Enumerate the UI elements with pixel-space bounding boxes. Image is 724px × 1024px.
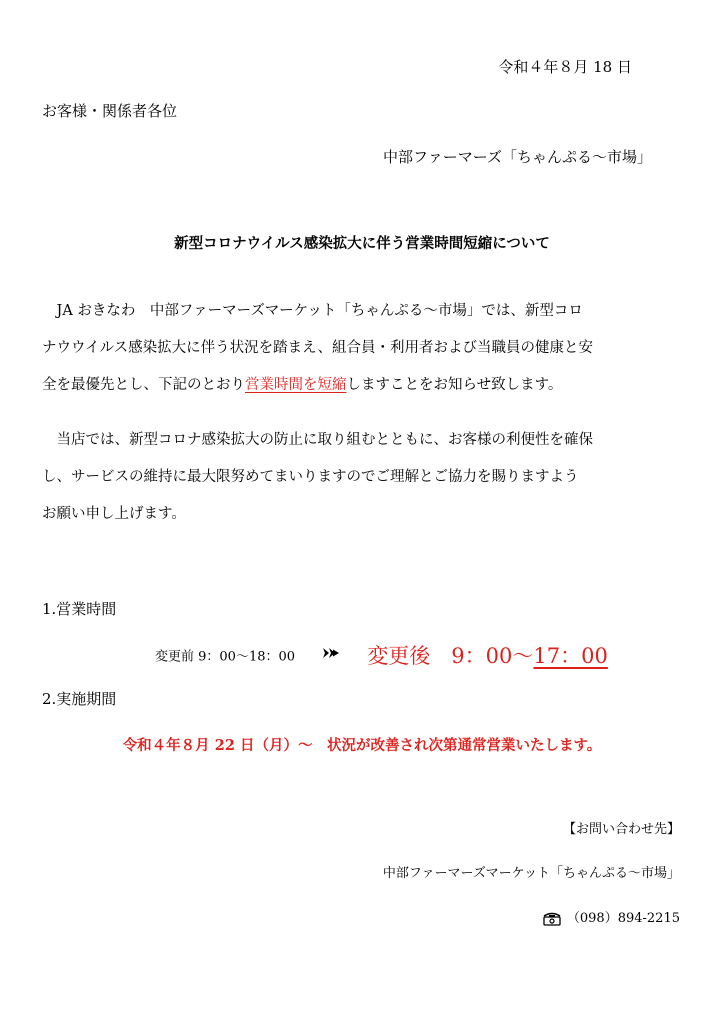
telephone-icon: [543, 912, 561, 926]
contact-name: 中部ファーマーズマーケット「ちゃんぷる〜市場」: [382, 866, 680, 881]
implementation-period: 令和４年８月 22 日（月）〜 状況が改善され次第通常営業いたします。: [122, 737, 602, 754]
paragraph-line: し、サービスの維持に最大限努めてまいりますのでご理解とご協力を賜りますよう: [42, 469, 579, 485]
telephone-number: （098）894-2215: [566, 911, 680, 926]
hours-after-label: 変更後 9：00〜: [367, 644, 534, 668]
document-title: 新型コロナウイルス感染拡大に伴う営業時間短縮について: [174, 235, 550, 252]
paragraph-line-text: しますことをお知らせ致します。: [346, 377, 563, 393]
paragraph-line: [42, 422, 690, 459]
paragraph-line-text: 当店では、新型コロナ感染拡大の防止に取り組むとともに、お客様の利便性を確保: [56, 432, 593, 448]
document-date: 令和４年８月 18 日: [498, 58, 632, 76]
paragraph-line-text: 全を最優先とし、下記のとおり: [42, 377, 245, 393]
paragraph-commitment: [42, 422, 690, 533]
section-period-heading: 2.実施期間: [42, 690, 117, 708]
addressee: お客様・関係者各位: [42, 102, 178, 120]
paragraph-line: ナウウイルス感染拡大に伴う状況を踏まえ、組合員・利用者および当職員の健康と安: [42, 340, 593, 356]
paragraph-notice: [42, 293, 690, 404]
hours-after-closing-time: 17：00: [533, 644, 608, 668]
section-business-hours-heading: 1.営業時間: [42, 600, 117, 618]
hours-after: [367, 644, 608, 668]
hours-before: 変更前 9：00〜18：00: [155, 649, 296, 665]
sender: 中部ファーマーズ「ちゃんぷる〜市場」: [383, 148, 652, 166]
arrow-right-icon: [321, 647, 341, 663]
paragraph-line-text: JA おきなわ 中部ファーマーズマーケット「ちゃんぷる〜市場」では、新型コロ: [56, 303, 583, 319]
paragraph-line: [42, 367, 690, 404]
contact-heading: 【お問い合わせ先】: [562, 822, 680, 837]
highlight-shortened-hours: 営業時間を短縮: [245, 377, 347, 393]
paragraph-line: お願い申し上げます。: [42, 506, 186, 522]
contact-telephone: [543, 907, 680, 926]
hours-change-row: [155, 640, 608, 670]
paragraph-line: [42, 293, 690, 330]
